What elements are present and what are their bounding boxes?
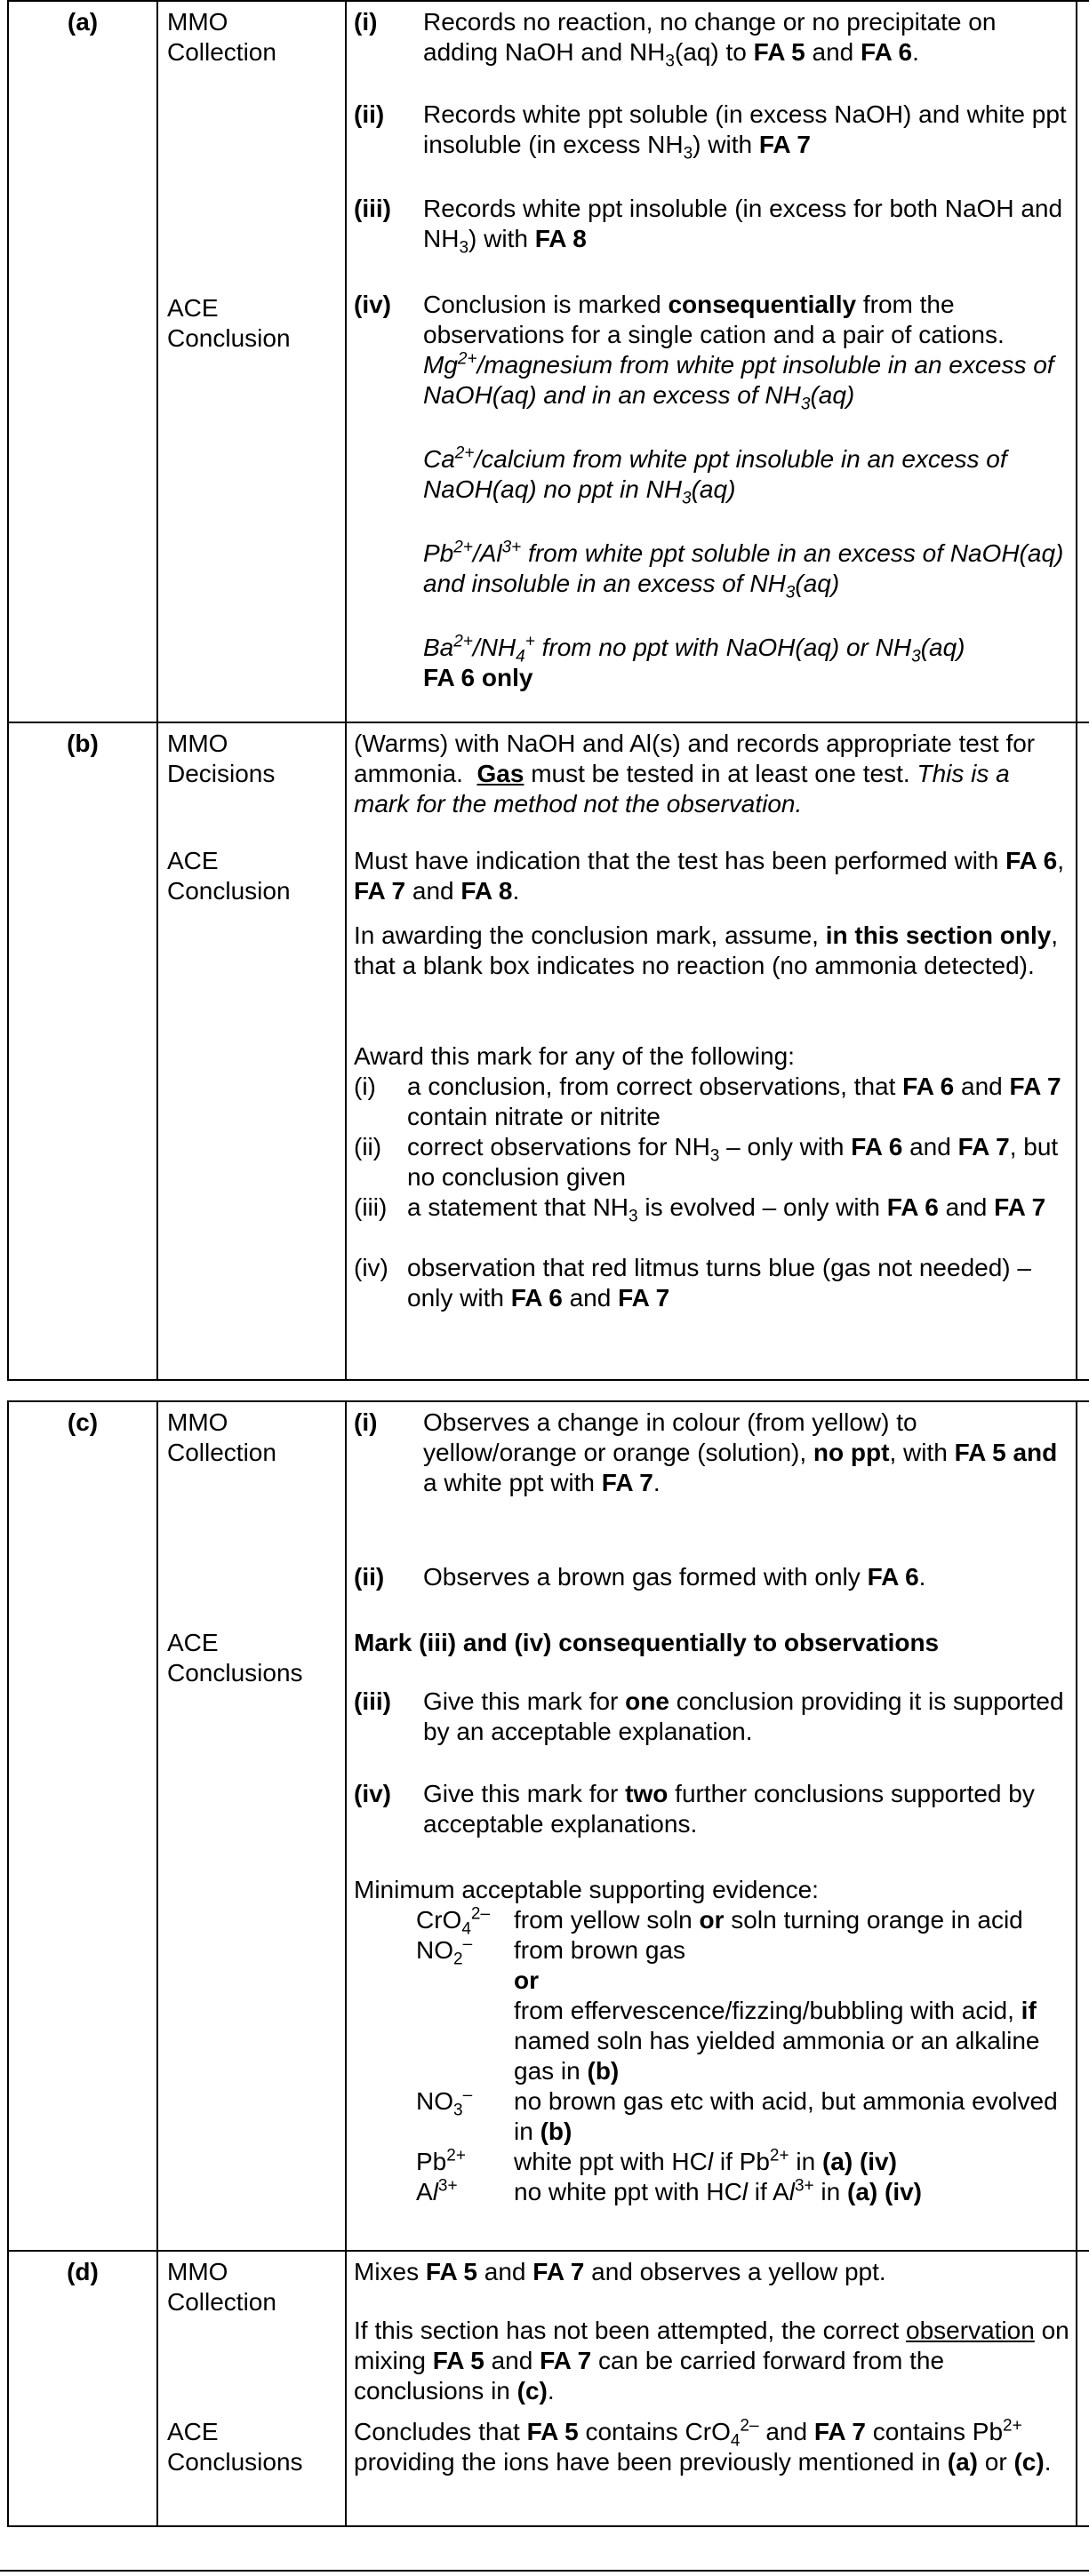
ace-label-b: ACE Conclusion — [167, 847, 291, 905]
part-label-c: (c) — [8, 1401, 157, 2251]
skill-cell-c — [157, 1401, 346, 2251]
carry-forward-d: If this section has not been attempted, the correct observation on mixing FA 5 and FA 7 can be carried forward from the conclusions in (c). — [354, 2317, 1069, 2405]
award-note-b: In awarding the conclusion mark, assume, in this section only, that a blank box indicates no reaction (no ammonia detected). — [354, 921, 1059, 979]
conclusion-d: Concludes that FA 5 contains CrO$_4^{2-}$ and FA 7 contains $Pb^{2+}$ providing the ions have been previously mentioned in (a) or (c). — [354, 2416, 1052, 2476]
ace-label-c: ACE Conclusions — [167, 1629, 303, 1687]
row-d — [8, 2251, 1089, 2526]
skill-cell-d — [157, 2251, 346, 2526]
mmo-label-b: MMO Decisions — [167, 730, 276, 787]
indication-b: Must have indication that the test has been performed with FA 6, FA 7 and FA 8. — [354, 847, 1064, 905]
mmo-label-d: MMO Collection — [167, 2258, 276, 2316]
page-bottom-rule — [0, 2570, 1089, 2572]
mark-scheme-table-1 — [7, 0, 1089, 1381]
mmo-label-c: MMO Collection — [167, 1408, 276, 1466]
part-label-d: (d) — [8, 2251, 157, 2526]
row-b — [8, 722, 1089, 1380]
criteria-cell-c: (i) Observes a change in colour (from yellow) to yellow/orange or orange (solution), no ppt, with FA 5 and a white ppt with FA 7. (ii) Observes a brown gas formed with only FA 6. Mark (iii) and (iv) consequentially to observations (iii) Give this mark for one conclusion providing it is supported by an acceptable explanation. (iv) Give this mark for two further conclusions supported by acceptable explanations. Minimum acceptable supporting evidence: CrO$_4^{2-}$ from yellow soln or soln turning orange in acid $NO_2^-$ from brown gas or from effervescence/fizzing/bubbling with acid, if named soln has yielded ammonia or an alkaline gas in (b) $NO_3^-$ no brown gas etc with acid, but ammonia evolved in (b) $Pb^{2+}$ white ppt with HCl if $Pb^{2+}$ in (a) (iv) $Al^{3+}$ no white ppt with HCl if $Al^{3+}$ in (a) (iv) — [346, 1401, 1077, 2251]
mark-heading-c: Mark (iii) and (iv) consequentially to observations — [354, 1629, 940, 1656]
mark-scheme-table-2 — [7, 1400, 1089, 2527]
criteria-cell-d — [346, 2251, 1077, 2526]
skill-cell-a — [157, 1, 346, 722]
observation-d: Mixes FA 5 and FA 7 and observes a yellow ppt. — [354, 2258, 886, 2285]
award-intro-b: Award this mark for any of the following: — [354, 1042, 795, 1070]
evidence-intro-c: Minimum acceptable supporting evidence: — [354, 1876, 819, 1903]
row-c — [8, 1401, 1089, 2251]
criteria-cell-b: (Warms) with NaOH and Al(s) and records appropriate test for ammonia. Gas must be tested in at least one test. This is a mark for the method not the observation. Must have indication that the test has been performed with FA 6, FA 7 and FA 8. In awarding the conclusion mark, assume, in this section only, that a blank box indicates no reaction (no ammonia detected). Award this mark for any of the following: (i) a conclusion, from correct observations, that FA 6 and FA 7 contain nitrate or nitrite (ii) correct observations for $NH_3$ – only with FA 6 and FA 7, but no conclusion given (iii) a statement that $NH_3$ is evolved – only with FA 6 and FA 7 (iv) observation that red litmus turns blue (gas not needed) – only with FA 6 and FA 7 — [346, 722, 1077, 1380]
part-label-a: (a) — [8, 1, 157, 722]
spacer-cell-b — [1077, 722, 1089, 1380]
spacer-cell-c — [1077, 1401, 1089, 2251]
ace-label-a: ACE Conclusion — [167, 294, 291, 352]
method-b: (Warms) with NaOH and Al(s) and records appropriate test for ammonia. Gas must be tested in at least one test. This is a mark for the method not the observation. — [354, 730, 1036, 817]
mmo-label-a: MMO Collection — [167, 8, 276, 66]
criteria-cell-a: (i) Records no reaction, no change or no precipitate on adding NaOH and $NH_3(aq)$ to FA 5 and FA 6. (ii) Records white ppt soluble (in excess NaOH) and white ppt insoluble (in excess $NH_3$) with FA 7 (iii) Records white ppt insoluble (in excess for both NaOH and $NH_3$) with FA 8 (iv) Conclusion is marked consequentially from the observations for a single cation and a pair of cations. $Mg^{2+}$/magnesium from white ppt insoluble in an excess of NaOH(aq) and in an excess of $NH_3(aq)$ $Ca^{2+}$/calcium from white ppt insoluble in an excess of NaOH(aq) no ppt in $NH_3(aq)$ $Pb^{2+}/Al^{3+}$ from white ppt soluble in an excess of NaOH(aq) and insoluble in an excess of $NH_3(aq)$ $Ba^{2+}/NH_4^+$ from no ppt with NaOH(aq) or $NH_3(aq)$ FA 6 only — [346, 1, 1077, 722]
ace-label-d: ACE Conclusions — [167, 2418, 303, 2476]
skill-cell-b — [157, 722, 346, 1380]
row-a — [8, 1, 1089, 722]
part-label-b: (b) — [8, 722, 157, 1380]
spacer-cell-d — [1077, 2251, 1089, 2526]
spacer-cell-a — [1077, 1, 1089, 722]
